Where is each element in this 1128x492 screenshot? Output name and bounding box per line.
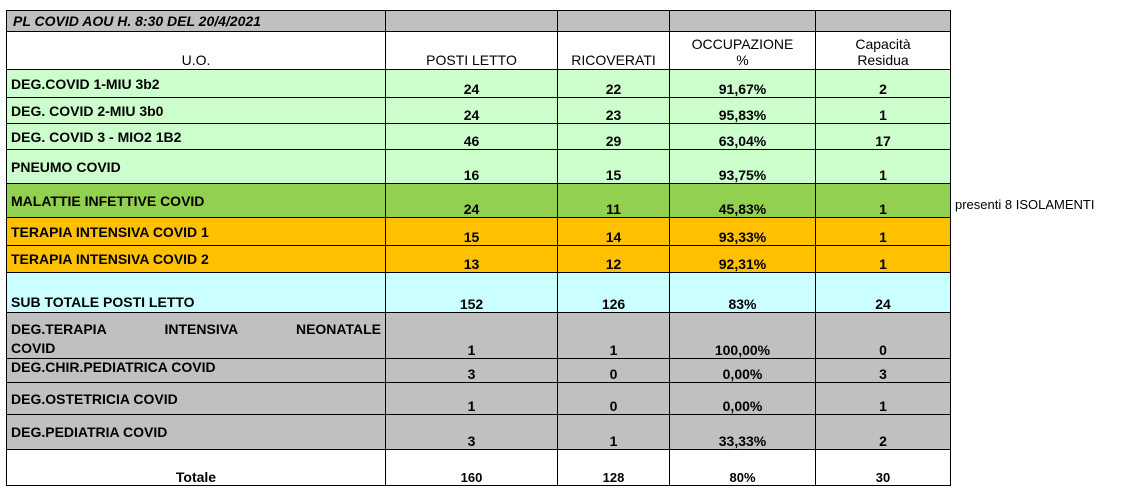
table-row — [7, 98, 951, 124]
total-occupazione: 80% — [670, 450, 816, 486]
cell-occupazione: 83% — [670, 273, 816, 313]
cell-residua: 1 — [816, 246, 951, 273]
cell-residua: 24 — [816, 273, 951, 313]
table-row — [7, 383, 951, 415]
row-name: PNEUMO COVID — [7, 150, 386, 184]
table-row — [7, 124, 951, 150]
cell-ricoverati: 1 — [558, 313, 670, 359]
row-name: DEG.CHIR.PEDIATRICA COVID — [7, 359, 386, 383]
table-row — [7, 359, 951, 383]
cell-occupazione: 45,83% — [670, 184, 816, 218]
cell-ricoverati: 0 — [558, 383, 670, 415]
total-row — [7, 450, 951, 486]
table-row — [7, 184, 951, 218]
cell-occupazione: 0,00% — [670, 359, 816, 383]
subtotal-row — [7, 273, 951, 313]
cell-ricoverati: 23 — [558, 98, 670, 124]
cell-ricoverati: 22 — [558, 70, 670, 98]
cell-ricoverati: 126 — [558, 273, 670, 313]
cell-residua: 2 — [816, 415, 951, 450]
cell-occupazione: 91,67% — [670, 70, 816, 98]
cell-posti: 13 — [386, 246, 558, 273]
row-name: DEG. COVID 2-MIU 3b0 — [7, 98, 386, 124]
isolation-note: presenti 8 ISOLAMENTI — [955, 197, 1095, 212]
total-residua: 30 — [816, 450, 951, 486]
cell-posti: 3 — [386, 415, 558, 450]
cell-posti: 3 — [386, 359, 558, 383]
table-row — [7, 218, 951, 246]
cell-occupazione: 63,04% — [670, 124, 816, 150]
cell-residua: 3 — [816, 359, 951, 383]
total-label: Totale — [7, 450, 386, 486]
table-row — [7, 150, 951, 184]
cell-ricoverati: 29 — [558, 124, 670, 150]
table-row — [7, 70, 951, 98]
cell-ricoverati: 11 — [558, 184, 670, 218]
cell-residua: 1 — [816, 184, 951, 218]
table-row — [7, 415, 951, 450]
cell-occupazione: 92,31% — [670, 246, 816, 273]
cell-occupazione: 93,33% — [670, 218, 816, 246]
cell-residua: 2 — [816, 70, 951, 98]
table-title: PL COVID AOU H. 8:30 DEL 20/4/2021 — [7, 11, 386, 32]
row-name: DEG.TERAPIA INTENSIVA NEONATALE COVID — [7, 313, 386, 359]
row-name: SUB TOTALE POSTI LETTO — [7, 273, 386, 313]
cell-residua: 1 — [816, 383, 951, 415]
cell-residua: 1 — [816, 98, 951, 124]
covid-beds-table — [6, 10, 951, 486]
cell-posti: 1 — [386, 383, 558, 415]
cell-posti: 15 — [386, 218, 558, 246]
cell-ricoverati: 1 — [558, 415, 670, 450]
cell-occupazione: 100,00% — [670, 313, 816, 359]
header-capacita-residua: Capacità Residua — [816, 32, 951, 70]
table-row — [7, 313, 951, 359]
cell-ricoverati: 15 — [558, 150, 670, 184]
row-name: DEG.OSTETRICIA COVID — [7, 383, 386, 415]
cell-residua: 0 — [816, 313, 951, 359]
cell-occupazione: 95,83% — [670, 98, 816, 124]
cell-posti: 152 — [386, 273, 558, 313]
row-name: TERAPIA INTENSIVA COVID 2 — [7, 246, 386, 273]
cell-posti: 16 — [386, 150, 558, 184]
title-row — [7, 11, 951, 32]
cell-posti: 24 — [386, 98, 558, 124]
cell-posti: 1 — [386, 313, 558, 359]
cell-occupazione: 0,00% — [670, 383, 816, 415]
cell-posti: 24 — [386, 184, 558, 218]
cell-residua: 1 — [816, 218, 951, 246]
header-row — [7, 32, 951, 70]
cell-posti: 46 — [386, 124, 558, 150]
row-name: DEG.COVID 1-MIU 3b2 — [7, 70, 386, 98]
cell-ricoverati: 12 — [558, 246, 670, 273]
total-posti: 160 — [386, 450, 558, 486]
row-name: DEG.PEDIATRIA COVID — [7, 415, 386, 450]
row-name: TERAPIA INTENSIVA COVID 1 — [7, 218, 386, 246]
row-name: MALATTIE INFETTIVE COVID — [7, 184, 386, 218]
total-ricoverati: 128 — [558, 450, 670, 486]
cell-residua: 1 — [816, 150, 951, 184]
cell-posti: 24 — [386, 70, 558, 98]
table-row — [7, 246, 951, 273]
header-ricoverati: RICOVERATI — [558, 32, 670, 70]
row-name: DEG. COVID 3 - MIO2 1B2 — [7, 124, 386, 150]
cell-occupazione: 33,33% — [670, 415, 816, 450]
cell-occupazione: 93,75% — [670, 150, 816, 184]
cell-residua: 17 — [816, 124, 951, 150]
header-posti-letto: POSTI LETTO — [386, 32, 558, 70]
header-uo: U.O. — [7, 32, 386, 70]
cell-ricoverati: 14 — [558, 218, 670, 246]
cell-ricoverati: 0 — [558, 359, 670, 383]
header-occupazione: OCCUPAZIONE % — [670, 32, 816, 70]
